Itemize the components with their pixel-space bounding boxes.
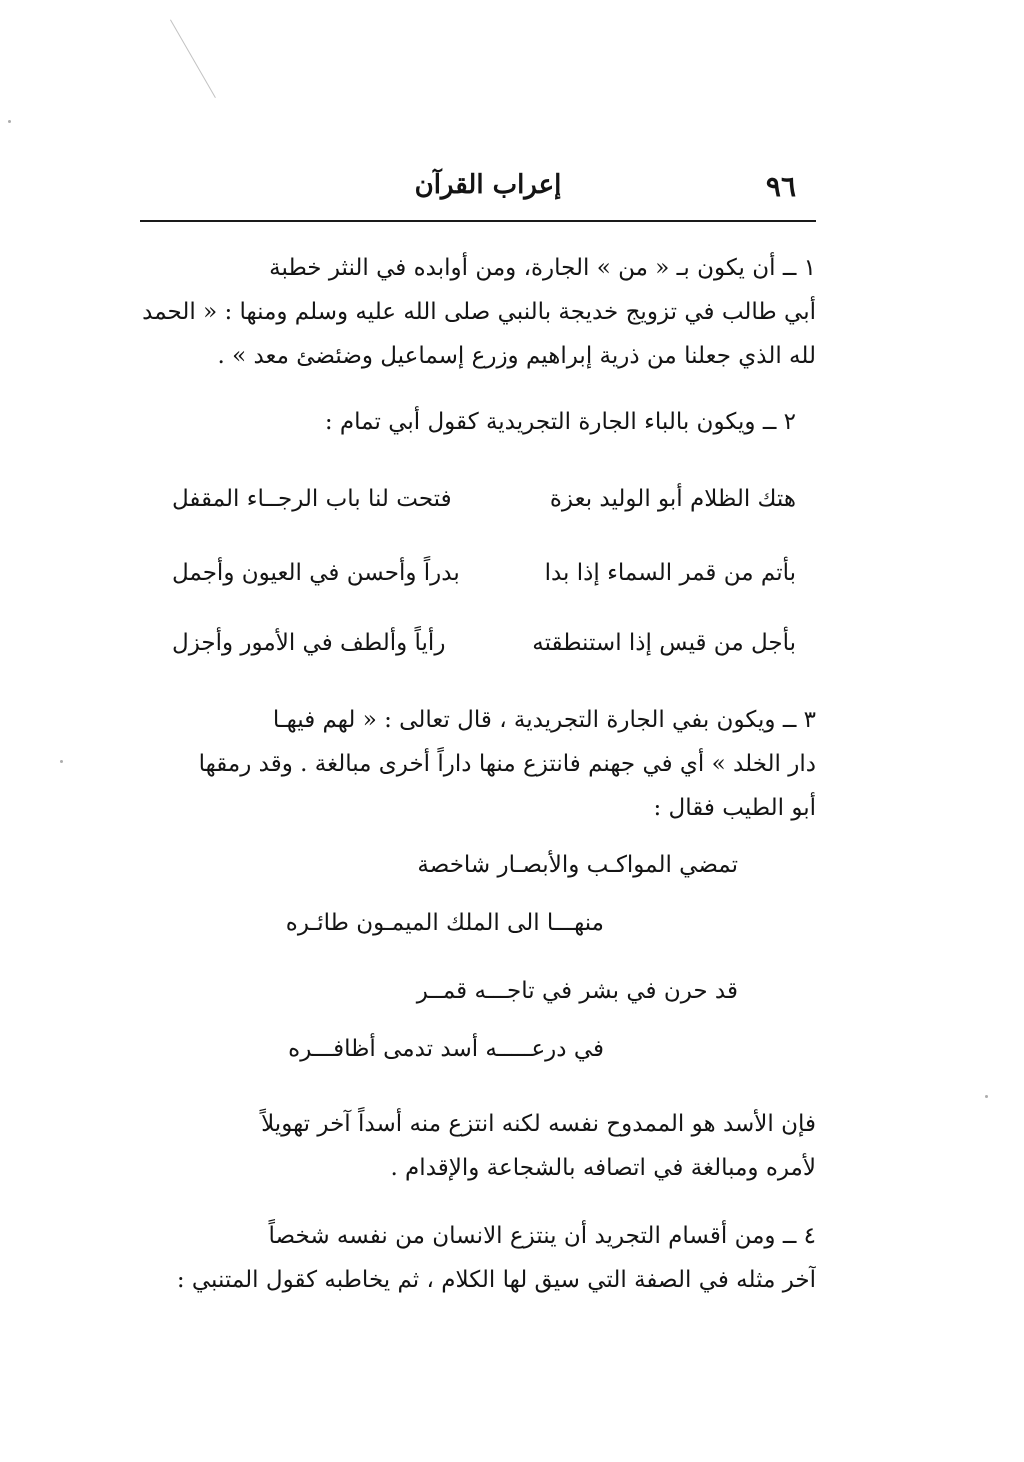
text-line: ٢ ــ ويكون بالباء الجارة التجريدية كقول أبي تمام : (324, 409, 796, 435)
text-line: دار الخلد » أي في جهنم فانتزع منها داراً أخرى مبالغة . وقد رمقها (198, 751, 816, 777)
scan-speck (8, 120, 11, 123)
paragraph-2 (140, 400, 816, 444)
running-title: إعراب القرآن (414, 170, 562, 200)
text-line: أبي طالب في تزويج خديجة بالنبي صلى الله عليه وسلم ومنها : « الحمد (142, 299, 816, 325)
text-line: ٤ ــ ومن أقسام التجريد أن ينتزع الانسان من نفسه شخصاً (268, 1223, 816, 1249)
verse-row (140, 560, 816, 604)
paragraph-3 (140, 698, 816, 830)
verse-row (140, 486, 816, 530)
verse-first-hemistich: بأجل من قيس إذا استنطقته (532, 630, 796, 656)
text-line: آخر مثله في الصفة التي سيق لها الكلام ، ثم يخاطبه كقول المتنبي : (176, 1267, 816, 1293)
verse-first-hemistich: بأتم من قمر السماء إذا بدا (544, 560, 796, 586)
scan-speck (985, 1095, 988, 1098)
paragraph-4 (140, 1102, 816, 1190)
header-rule (140, 220, 816, 222)
verse-line: تمضي المواكـب والأبصـار شاخصة (417, 852, 738, 878)
verse-line: منهـــا الى الملك الميمـون طائـره (285, 910, 604, 936)
verse-second-hemistich: رأياً وألطف في الأمور وأجزل (172, 630, 446, 656)
verse-second-hemistich: بدراً وأحسن في العيون وأجمل (172, 560, 460, 586)
page-number: ٩٦ (765, 170, 796, 203)
scan-artifact-line (170, 20, 216, 98)
text-line: ١ ــ أن يكون بـ « من » الجارة، ومن أوابده في النثر خطبة (269, 255, 816, 281)
verse-line: قد حرن في بشر في تاجـــه قمــر (416, 978, 738, 1004)
text-line: أبو الطيب فقال : (653, 795, 816, 821)
text-line: فإن الأسد هو الممدوح نفسه لكنه انتزع منه أسداً آخر تهويلاً (261, 1111, 816, 1137)
page-header (140, 168, 816, 208)
text-line: لأمره ومبالغة في اتصافه بالشجاعة والإقدام . (390, 1155, 816, 1181)
verse-line: في درعـــــه أسد تدمى أظافـــره (288, 1036, 604, 1062)
verse-first-hemistich: هتك الظلام أبو الوليد بعزة (549, 486, 796, 512)
text-line: لله الذي جعلنا من ذرية إبراهيم وزرع إسماعيل وضئضئ معد » . (217, 343, 816, 369)
paragraph-5 (140, 1214, 816, 1302)
verse-row (140, 630, 816, 674)
text-line: ٣ ــ ويكون بفي الجارة التجريدية ، قال تعالى : « لهم فيهـا (272, 707, 816, 733)
scan-speck (60, 760, 63, 763)
verse-second-hemistich: فتحت لنا باب الرجــاء المقفل (172, 486, 452, 512)
paragraph-1 (140, 246, 816, 378)
